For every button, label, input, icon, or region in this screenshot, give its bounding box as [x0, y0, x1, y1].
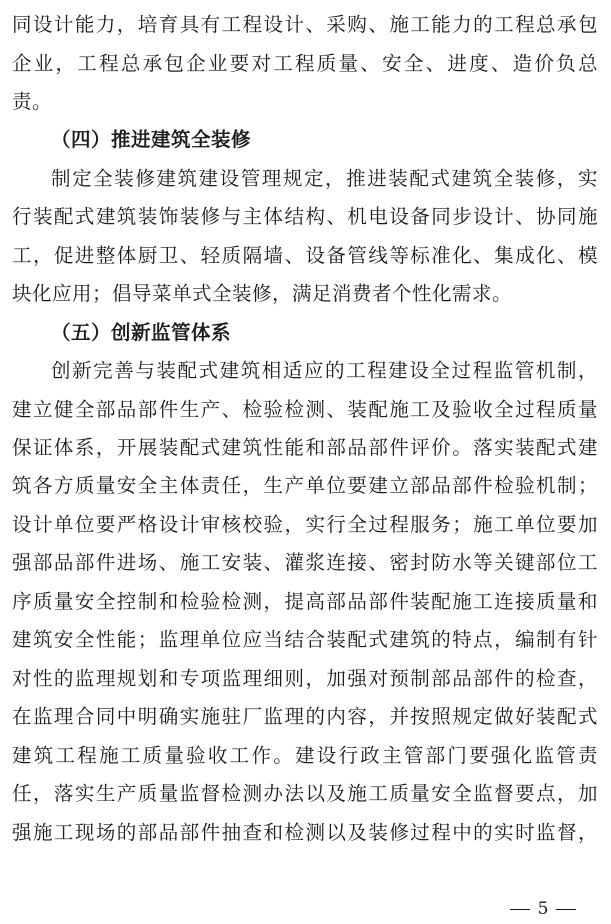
paragraph-line: 工，促进整体厨卫、轻质隔墙、设备管线等标准化、集成化、模 — [12, 243, 598, 267]
paragraph-line: 块化应用；倡导菜单式全装修，满足消费者个性化需求。 — [12, 282, 513, 306]
paragraph-line: 保证体系，开展装配式建筑性能和部品部件评价。落实装配式建 — [12, 436, 598, 459]
paragraph-line: 在监理合同中明确实施驻厂监理的内容，并按照规定做好装配式 — [12, 705, 598, 729]
section-heading-4: （四）推进建筑全装修 — [51, 128, 252, 152]
paragraph-line: 制定全装修建筑建设管理规定，推进装配式建筑全装修，实 — [51, 166, 598, 190]
paragraph-line: 同设计能力，培育具有工程设计、采购、施工能力的工程总承包 — [12, 13, 598, 36]
paragraph-line: 对性的监理规划和专项监理细则，加强对预制部品部件的检查， — [12, 666, 598, 690]
paragraph-line: 建立健全部品部件生产、检验检测、装配施工及验收全过程质量 — [12, 397, 598, 421]
page-number-value: 5 — [537, 899, 549, 919]
paragraph-line: 强部品部件进场、施工安装、灌浆连接、密封防水等关键部位工 — [12, 551, 598, 575]
paragraph-line: 企业，工程总承包企业要对工程质量、安全、进度、造价负总 — [12, 51, 598, 75]
paragraph-line: 建筑安全性能；监理单位应当结合装配式建筑的特点，编制有针 — [12, 628, 598, 652]
paragraph-line: 设计单位要严格设计审核校验，实行全过程服务；施工单位要加 — [12, 512, 598, 536]
paragraph-line: 强施工现场的部品部件抽查和检测以及装修过程中的实时监督， — [12, 820, 598, 844]
paragraph-line: 创新完善与装配式建筑相适应的工程建设全过程监管机制， — [51, 359, 598, 383]
paragraph-line: 任，落实生产质量监督检测办法以及施工质量安全监督要点，加 — [12, 782, 598, 805]
page-number-dash-left — [510, 909, 530, 910]
paragraph-line: 筑各方质量安全主体责任，生产单位要建立部品部件检验机制； — [12, 474, 598, 498]
paragraph-line: 序质量安全控制和检验检测，提高部品部件装配施工连接质量和 — [12, 589, 598, 613]
paragraph-line: 行装配式建筑装饰装修与主体结构、机电设备同步设计、协同施 — [12, 205, 598, 229]
page-number — [498, 897, 588, 921]
paragraph-line: 建筑工程施工质量验收工作。建设行政主管部门要强化监管责 — [12, 743, 598, 767]
paragraph-line: 责。 — [12, 89, 53, 113]
page-number-dash-right — [556, 909, 576, 910]
section-heading-5: （五）创新监管体系 — [51, 320, 232, 344]
